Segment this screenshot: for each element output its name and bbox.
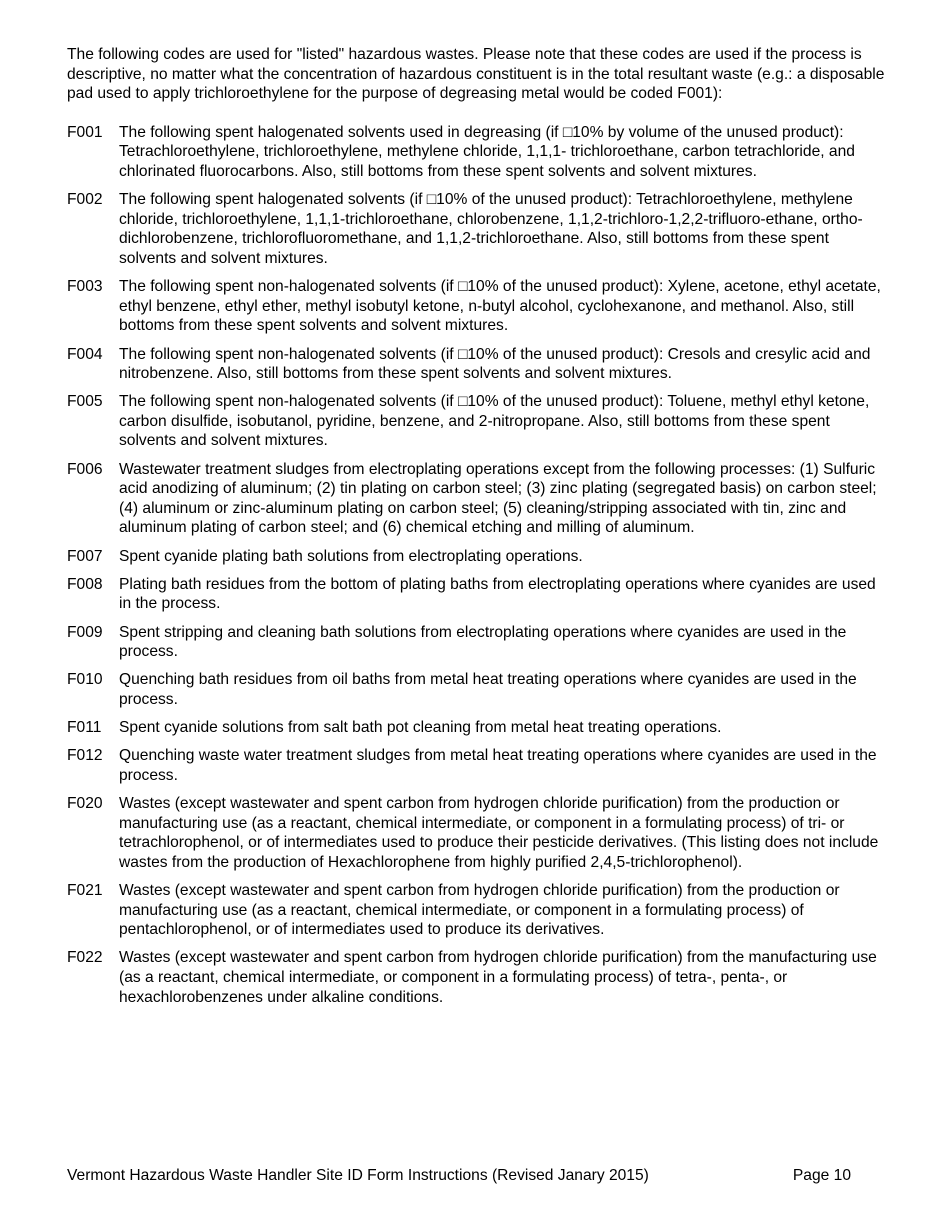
code-item-f004 [67,345,887,384]
waste-description: The following spent halogenated solvents used in degreasing (if □10% by volume of the unused product): Tetrachloroethylene, trichloroethylene, methylene chloride, 1,1,1- trichloroethane, carbon tetrachloride, and chlorinated fluorocarbons. Also, still bottoms from these spent solvents and solvent mixtures. [119,123,855,180]
waste-code: F021 [67,882,103,900]
waste-description: Spent cyanide plating bath solutions from electroplating operations. [119,547,583,565]
code-item-f003 [67,277,887,336]
waste-code: F002 [67,191,103,209]
waste-description: Wastewater treatment sludges from electroplating operations except from the following processes: (1) Sulfuric acid anodizing of aluminum; (2) tin plating on carbon steel; (3) zinc plating (segregated basis) on carbon steel; (4) aluminum or zinc-aluminum plating on carbon steel; (5) cleaning/stripping associated with tin, zinc and aluminum plating of carbon steel; and (6) chemical etching and milling of aluminum. [119,460,877,537]
waste-description: Spent stripping and cleaning bath solutions from electroplating operations where cyanides are used in the process. [119,623,847,661]
footer-document-title: Vermont Hazardous Waste Handler Site ID Form Instructions (Revised Janary 2015) [67,1167,649,1184]
waste-description: Wastes (except wastewater and spent carbon from hydrogen chloride purification) from the production or manufacturing use (as a reactant, chemical intermediate, or component in a formulating process) of pentachlorophenol, or of intermediates used to produce its derivatives. [119,882,840,939]
code-item-f021 [67,881,887,940]
code-item-f010 [67,670,887,709]
code-item-f007 [67,547,887,567]
document-page [67,45,887,1016]
waste-description: The following spent non-halogenated solvents (if □10% of the unused product): Toluene, methyl ethyl ketone, carbon disulfide, isobutanol, pyridine, benzene, and 2-nitropropane. Also, still bottoms from these spent solvents and solvent mixtures. [119,393,870,450]
code-item-f020 [67,794,887,872]
waste-description: Plating bath residues from the bottom of plating baths from electroplating operations where cyanides are used in the process. [119,575,876,613]
waste-code: F001 [67,123,103,141]
code-item-f001 [67,123,887,182]
waste-description: Quenching bath residues from oil baths from metal heat treating operations where cyanides are used in the process. [119,671,857,708]
code-item-f009 [67,623,887,662]
code-item-f005 [67,392,887,451]
waste-code: F022 [67,949,103,967]
waste-description: The following spent halogenated solvents (if □10% of the unused product): Tetrachloroethylene, methylene chloride, trichloroethylene, 1,1,1-trichloroethane, chlorobenzene, 1,1,2-trichloro-1,2,2-trifluoro-ethane, ortho-dichlorobenzene, trichlorofluoromethane, and 1,1,2-trichloroethane. Also, still bottoms from these spent solvents and solvent mixtures. [119,191,863,267]
waste-description: Wastes (except wastewater and spent carbon from hydrogen chloride purification) from the production or manufacturing use (as a reactant, chemical intermediate, or component in a formulating process) of tri- or tetrachlorophenol, or of intermediates used to produce their pesticide derivatives. (This listing does not include wastes from the production of Hexachlorophene from highly purified 2,4,5-trichlorophenol). [119,795,879,871]
code-item-f008 [67,575,887,614]
page-footer [67,1166,851,1186]
waste-description: Quenching waste water treatment sludges from metal heat treating operations where cyanides are used in the process. [119,747,877,784]
waste-code: F003 [67,278,103,296]
waste-description: The following spent non-halogenated solvents (if □10% of the unused product): Xylene, acetone, ethyl acetate, ethyl benzene, ethyl ether, methyl isobutyl ketone, n-butyl alcohol, cyclohexanone, and methanol. Also, still bottoms from these spent solvents and solvent mixtures. [119,278,881,335]
waste-code: F007 [67,547,103,565]
waste-code: F012 [67,747,103,765]
waste-code: F020 [67,795,103,813]
code-item-f012 [67,746,887,785]
waste-code: F010 [67,671,103,689]
waste-description: The following spent non-halogenated solvents (if □10% of the unused product): Cresols and cresylic acid and nitrobenzene. Also, still bottoms from these spent solvents and solvent mixtures. [119,345,871,383]
intro-paragraph: The following codes are used for "listed" hazardous wastes. Please note that these codes are used if the process is descriptive, no matter what the concentration of hazardous constituent is in the total resultant waste (e.g.: a disposable pad used to apply trichloroethylene for the purpose of degreasing metal would be coded F001): [67,46,885,103]
footer-page-number: Page 10 [792,1167,851,1184]
waste-code: F011 [67,719,102,737]
waste-description: Wastes (except wastewater and spent carbon from hydrogen chloride purification) from the manufacturing use (as a reactant, chemical intermediate, or component in a formulating process) of tetra-, penta-, or hexachlorobenzenes under alkaline conditions. [119,949,877,1006]
waste-description: Spent cyanide solutions from salt bath pot cleaning from metal heat treating operations. [119,719,722,737]
waste-code: F009 [67,623,103,641]
waste-code: F004 [67,345,103,363]
waste-code: F005 [67,393,103,411]
waste-code: F006 [67,460,103,478]
code-item-f006 [67,460,887,538]
code-item-f011 [67,718,887,738]
code-item-f022 [67,948,887,1007]
code-item-f002 [67,190,887,268]
hazardous-waste-code-list [67,123,887,1007]
waste-code: F008 [67,575,103,593]
